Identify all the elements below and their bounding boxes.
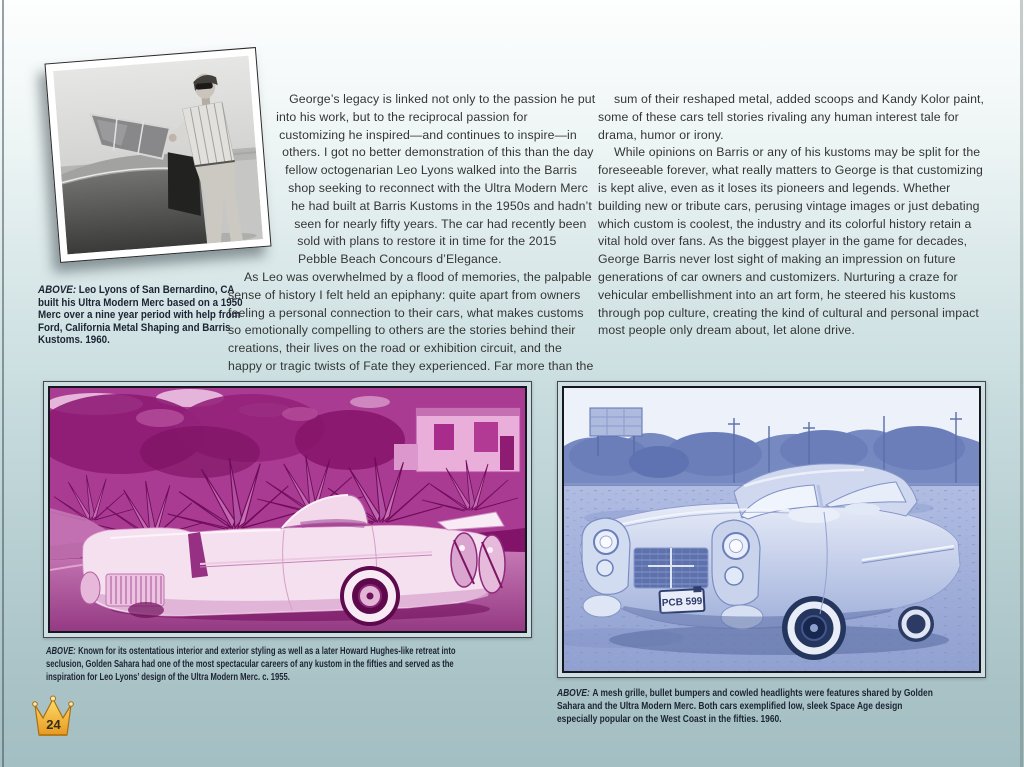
- photo-golden-sahara: [43, 381, 532, 638]
- bl-bullet-bumper-left: [583, 595, 621, 617]
- photo-ultra-modern-merc: [557, 381, 986, 678]
- mg-ribbed-grille: [106, 574, 164, 606]
- caption-text: Leo Lyons of San Bernardino, CA built his Ultra Modern Merc based on a 1950 Merc over a nine year period with help from Ford, California Metal Shaping and Barris Kustoms. 1960.: [38, 284, 243, 347]
- mg-whitewall-wheel: [340, 566, 400, 626]
- crown-icon: [29, 694, 77, 742]
- paragraph: As Leo was overwhelmed by a flood of memories, the palpable sense of history I felt held an epiphany: quite apart from owners feeling a personal connection to their cars, what makes customs so emotionally compelling to others are the stories behind their creations, their lives on the road or exhibition circuit, and the happy or tragic twists of Fate they experienced. Far more than the: [228, 269, 594, 373]
- golden-sahara-photo-illustration: [50, 388, 525, 631]
- bl-license-plate: [659, 586, 704, 613]
- caption-label: ABOVE:: [557, 688, 590, 699]
- body-text-right-column: [598, 91, 987, 340]
- caption-text: A mesh grille, bullet bumpers and cowled headlights were features shared by Golden Sahara and the Ultra Modern Merc. Both cars exemplified low, sleek Space Age design especially popular on the West Coast in the fifties. 1960.: [557, 688, 933, 725]
- caption-label: ABOVE:: [38, 284, 77, 296]
- page-number-crown: [29, 694, 77, 742]
- bl-whitewall-wheel: [782, 596, 846, 660]
- caption-ultra-modern-merc: [557, 687, 937, 726]
- license-plate-text: PCB 599: [661, 595, 703, 610]
- body-text-left-column: [228, 91, 596, 376]
- paragraph: While opinions on Barris or any of his kustoms may be split for the foreseeable forever, what really matters to George is that customizing is kept alive, even as it loses its pioneers and legends. Whether building new or tribute cars, perusing vintage images or just debating which custom is coolest, the industry and its colorful history retain a vital hold over fans. As the biggest player in the game for decades, George Barris never lost sight of making an impression on future generations of car owners and customizers. Nurturing a craze for vehicular embellishment into an art form, he steered his kustoms through pop culture, creating the kind of cultural and personal impact most people only dream about, let alone drive.: [598, 145, 983, 338]
- caption-leo-lyons: [38, 284, 252, 347]
- bl-car-shadow: [609, 625, 949, 655]
- paragraph: sum of their reshaped metal, added scoops and Kandy Kolor paint, some of these cars tell stories rivaling any human interest tale for drama, humor or irony.: [598, 92, 985, 142]
- paragraph: George’s legacy is linked not only to the passion he put into his work, but to the reciprocal passion for customizing he inspired—and continues to inspire—in others. I got no better demonstration of this than the day fellow octogenarian Leo Lyons walked into the Barris shop seeking to reconnect with the Ultra Modern Merc he had built at Barris Kustoms in the 1950s and hadn’t seen for nearly fifty years. The car had recently been sold with plans to restore it in time for the 2015 Pebble Beach Concours d’Elegance.: [276, 92, 596, 267]
- caption-label: ABOVE:: [46, 646, 76, 657]
- scan-edge-right: [1020, 0, 1023, 767]
- page-number: 24: [46, 717, 61, 732]
- scan-edge-left: [2, 0, 4, 767]
- bl-mesh-grille: [634, 548, 708, 588]
- caption-text: Known for its ostentatious interior and exterior styling as well as a later Howard Hughes-like retreat into seclusion, Golden Sahara had one of the most spectacular careers of any kustom in the fifties and served as the inspiration for Leo Lyons’ design of the Ultra Modern Merc. c. 1955.: [46, 646, 456, 683]
- ultra-modern-merc-photo-illustration: [564, 388, 979, 671]
- caption-golden-sahara: [46, 645, 463, 684]
